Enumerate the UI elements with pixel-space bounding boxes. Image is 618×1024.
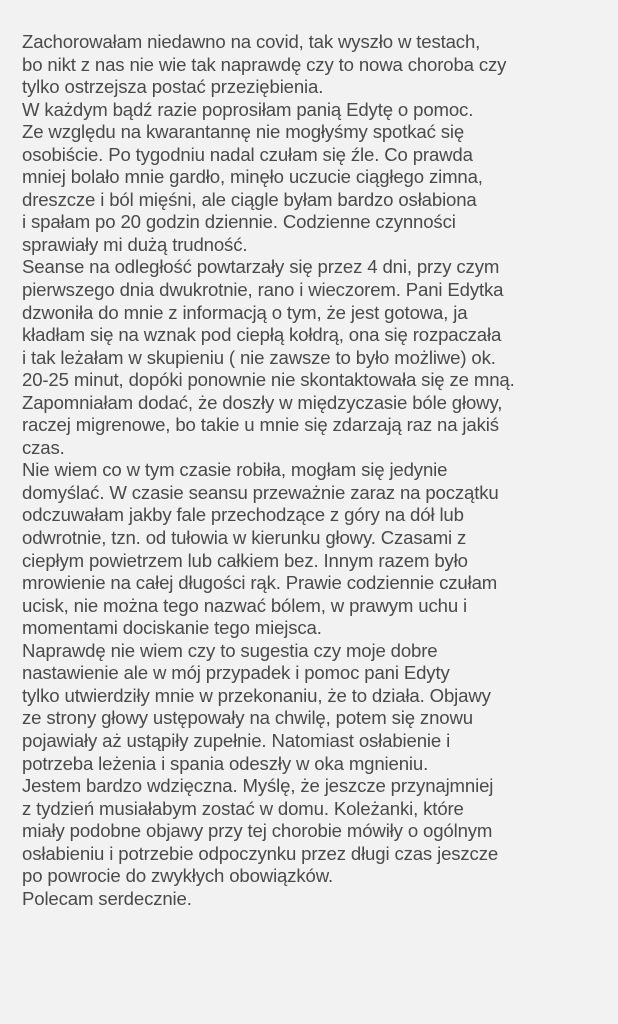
text-line: po powrocie do zwykłych obowiązków. (22, 865, 333, 887)
text-line: mrowienie na całej długości rąk. Prawie codziennie czułam (22, 572, 498, 594)
text-line: ciepłym powietrzem lub całkiem bez. Innym razem było (22, 549, 468, 571)
text-line: Ze względu na kwarantannę nie mogłyśmy spotkać się (22, 121, 465, 143)
text-line: momentami dociskanie tego miejsca. (22, 617, 322, 639)
text-line: i spałam po 20 godzin dziennie. Codzienne czynności (22, 211, 456, 233)
text-line: miały podobne objawy przy tej chorobie mówiły o ogólnym (22, 820, 493, 842)
text-line: osłabieniu i potrzebie odpoczynku przez długi czas jeszcze (22, 842, 499, 864)
text-line: Naprawdę nie wiem czy to sugestia czy moje dobre (22, 639, 438, 661)
text-line: tylko ostrzejsza postać przeziębienia. (22, 76, 324, 98)
text-line: W każdym bądź razie poprosiłam panią Edytę o pomoc. (22, 98, 474, 120)
text-line: z tydzień musiałabym zostać w domu. Koleżanki, które (22, 797, 464, 819)
text-line: Jestem bardzo wdzięczna. Myślę, że jeszcze przynajmniej (22, 775, 494, 797)
text-line: Polecam serdecznie. (22, 887, 192, 909)
text-line: nastawienie ale w mój przypadek i pomoc pani Edyty (22, 662, 450, 684)
text-line: pojawiały aż ustąpiły zupełnie. Natomiast osłabienie i (22, 729, 451, 751)
text-line: potrzeba leżenia i spania odeszły w oka mgnieniu. (22, 752, 429, 774)
text-line: ucisk, nie można tego nazwać bólem, w prawym uchu i (22, 594, 468, 616)
text-line: Zapomniałam dodać, że doszły w międzyczasie bóle głowy, (22, 391, 503, 413)
text-line: bo nikt z nas nie wie tak naprawdę czy to nowa choroba czy (22, 53, 507, 75)
text-line: mniej bolało mnie gardło, minęło uczucie ciągłego zimna, (22, 166, 483, 188)
text-line: domyślać. W czasie seansu przeważnie zaraz na początku (22, 481, 499, 503)
text-line: odwrotnie, tzn. od tułowia w kierunku głowy. Czasami z (22, 527, 467, 549)
text-line: 20-25 minut, dopóki ponownie nie skontaktowała się ze mną. (22, 369, 515, 391)
text-line: ze strony głowy ustępowały na chwilę, potem się znowu (22, 707, 473, 729)
text-line: kładłam się na wznak pod ciepłą kołdrą, ona się rozpaczała (22, 324, 502, 346)
text-line: raczej migrenowe, bo takie u mnie się zdarzają raz na jakiś (22, 414, 499, 436)
text-line: czas. (22, 436, 65, 458)
testimonial-text (22, 31, 612, 910)
text-line: dzwoniła do mnie z informacją o tym, że jest gotowa, ja (22, 301, 468, 323)
text-line: pierwszego dnia dwukrotnie, rano i wieczorem. Pani Edytka (22, 279, 504, 301)
text-line: Zachorowałam niedawno na covid, tak wyszło w testach, (22, 31, 481, 52)
text-line: tylko utwierdziły mnie w przekonaniu, że to działa. Objawy (22, 684, 491, 706)
text-line: sprawiały mi dużą trudność. (22, 233, 248, 255)
text-line: Seanse na odległość powtarzały się przez 4 dni, przy czym (22, 256, 500, 278)
text-line: Nie wiem co w tym czasie robiła, mogłam się jedynie (22, 459, 448, 481)
text-line: osobiście. Po tygodniu nadal czułam się źle. Co prawda (22, 143, 473, 165)
text-line: odczuwałam jakby fale przechodzące z góry na dół lub (22, 504, 464, 526)
text-line: i tak leżałam w skupieniu ( nie zawsze to było możliwe) ok. (22, 346, 496, 368)
text-line: dreszcze i ból mięśni, ale ciągle byłam bardzo osłabiona (22, 188, 477, 210)
